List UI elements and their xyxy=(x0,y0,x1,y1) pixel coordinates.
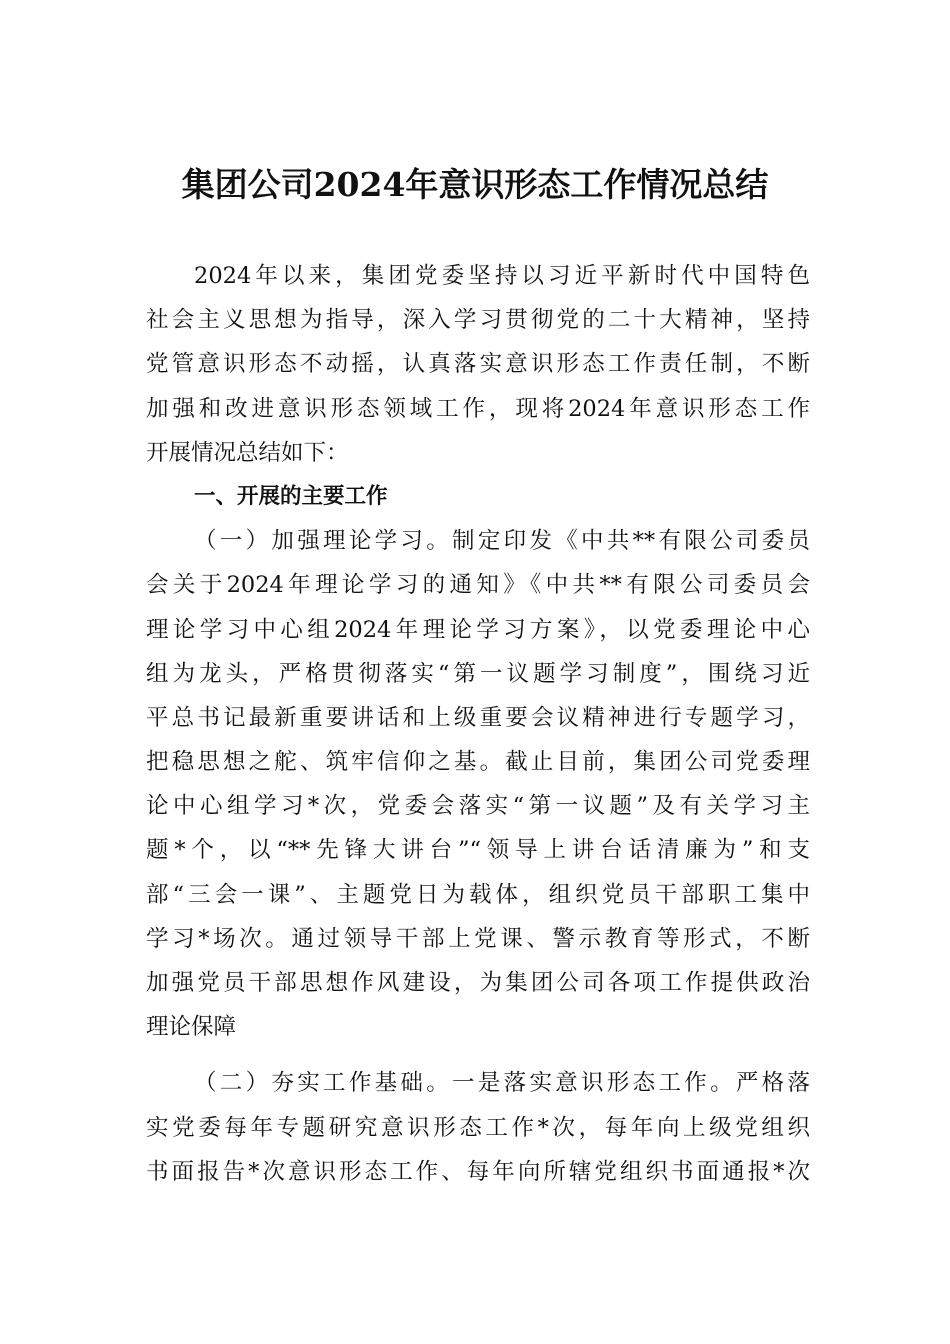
body-line: 平总书记最新重要讲话和上级重要会议精神进行专题学习， xyxy=(146,704,810,731)
body-line: 开展情况总结如下： xyxy=(146,439,349,466)
body-line: 理论保障 xyxy=(146,1014,237,1041)
body-line: 实党委每年专题研究意识形态工作*次，每年向上级党组织 xyxy=(146,1114,810,1141)
body-line: 把稳思想之舵、筑牢信仰之基。截止目前，集团公司党委理 xyxy=(146,749,810,776)
body-line: 2024年以来，集团党委坚持以习近平新时代中国特色 xyxy=(194,263,810,289)
body-line: 书面报告*次意识形态工作、每年向所辖党组织书面通报*次 xyxy=(146,1158,810,1185)
body-line: 理论学习中心组2024年理论学习方案》，以党委理论中心 xyxy=(146,616,810,643)
body-line: 党管意识形态不动摇，认真落实意识形态工作责任制，不断 xyxy=(146,351,810,378)
body-line: 组为龙头，严格贯彻落实“第一议题学习制度”，围绕习近 xyxy=(146,660,810,687)
section-heading: 一、开展的主要工作 xyxy=(194,483,388,509)
body-line: （二）夯实工作基础。一是落实意识形态工作。严格落 xyxy=(194,1070,810,1097)
body-line: 加强党员干部思想作风建设，为集团公司各项工作提供政治 xyxy=(146,970,810,996)
document-title: 集团公司2024年意识形态工作情况总结 xyxy=(181,165,769,204)
body-line: 会关于2024年理论学习的通知》《中共**有限公司委员会 xyxy=(146,572,810,599)
body-line: 社会主义思想为指导，深入学习贯彻党的二十大精神，坚持 xyxy=(146,307,810,334)
body-line: （一）加强理论学习。制定印发《中共**有限公司委员 xyxy=(194,528,810,555)
body-line: 部“三会一课”、主题党日为载体，组织党员干部职工集中 xyxy=(146,881,810,908)
body-line: 学习*场次。通过领导干部上党课、警示教育等形式，不断 xyxy=(146,925,810,952)
paragraph-gap xyxy=(146,1049,810,1061)
body-line: 论中心组学习*次，党委会落实“第一议题”及有关学习主 xyxy=(146,793,810,820)
body-line: 题*个，以“**先锋大讲台”“领导上讲台话清廉为”和支 xyxy=(146,837,810,864)
document-body xyxy=(146,254,810,1194)
body-line: 加强和改进意识形态领域工作，现将2024年意识形态工作 xyxy=(146,395,810,422)
